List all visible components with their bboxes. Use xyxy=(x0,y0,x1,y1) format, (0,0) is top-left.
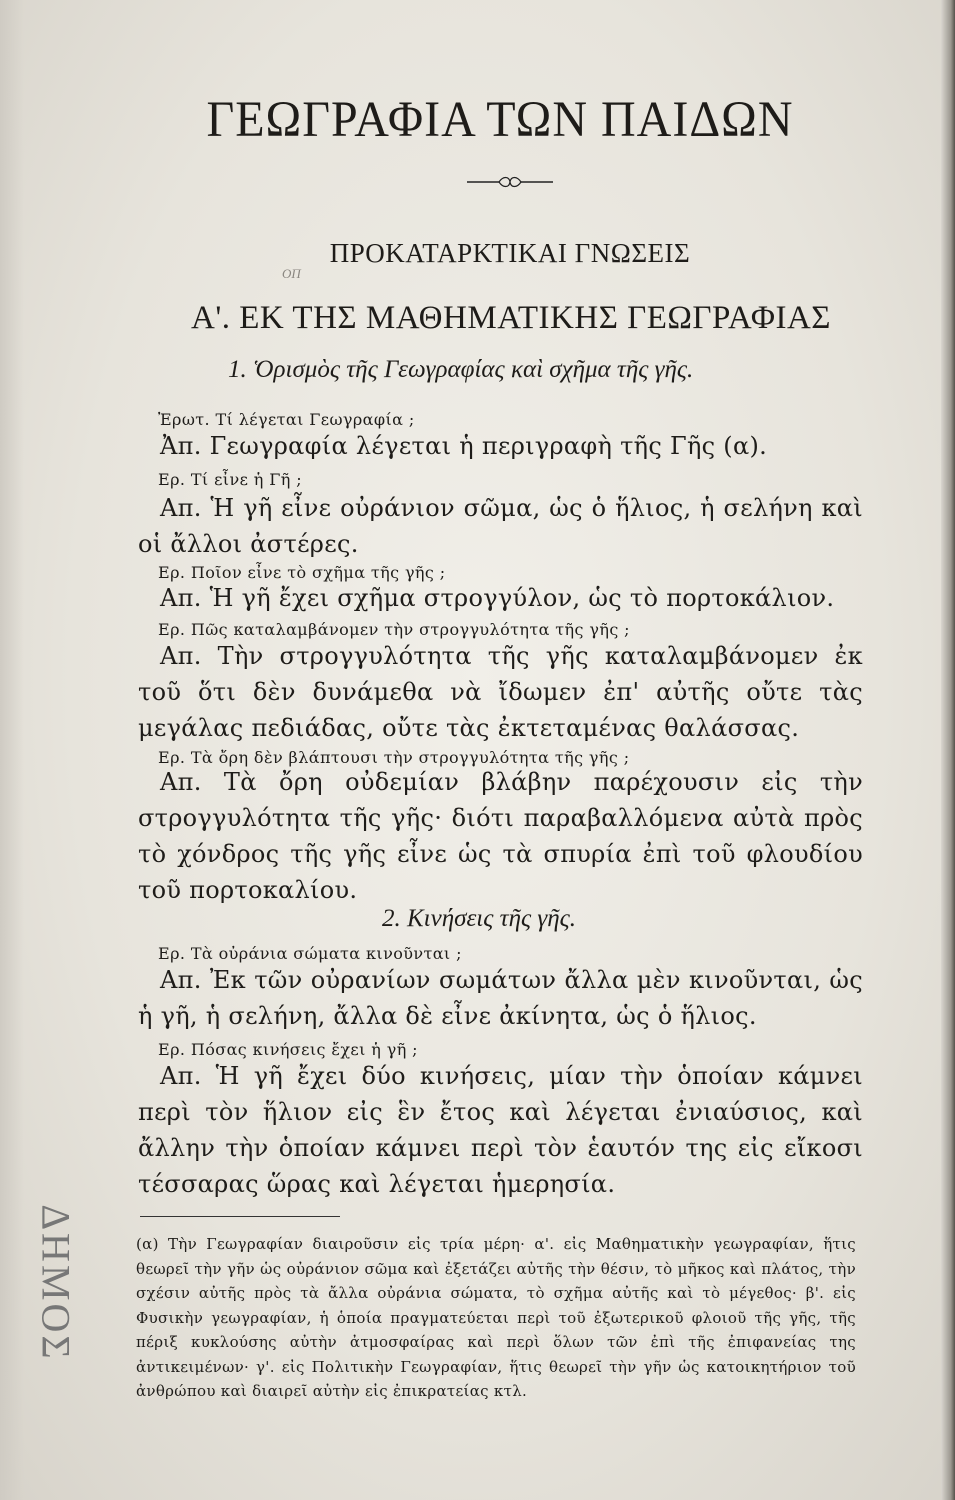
library-stamp xyxy=(26,1138,86,1428)
question-4: Ερ. Πῶς καταλαμβάνομεν τὴν στρογγυλότητα τῆς γῆς ; xyxy=(158,620,630,639)
section-heading: Α'. ΕΚ ΤΗΣ ΜΑΘΗΜΑΤΙΚΗΣ ΓΕΩΓΡΑΦΙΑΣ xyxy=(191,300,831,336)
question-3: Ερ. Ποῖον εἶνε τὸ σχῆμα τῆς γῆς ; xyxy=(158,563,446,582)
footnote: (α) Τὴν Γεωγραφίαν διαιροῦσιν εἰς τρία μέρη· α'. εἰς Μαθηματικὴν γεωγραφίαν, ἥτις θεωρεῖ τὴν γῆν ὡς οὐράνιον σῶμα καὶ ἐξετάζει αὐτῆς τὴν θέσιν, τὸ μῆκος καὶ πλάτος, τὴν σχέσιν αὐτῆς πρὸς τὰ ἄλλα οὐράνια σώματα, τὸ σχῆμα αὐτῆς καὶ τὸ μέγεθος· β'. εἰς Φυσικὴν γεωγραφίαν, ἡ ὁποία πραγματεύεται περὶ τοῦ ἐξωτερικοῦ φλοιοῦ τῆς γῆς, τῆς πέριξ κυκλούσης αὐτὴν ἀτμοσφαίρας καὶ περὶ ὅλων τῶν ἐπὶ τῆς ἐπιφανείας της ἀντικειμένων· γ'. εἰς Πολιτικὴν Γεωγραφίαν, ἥτις θεωρεῖ τὴν γῆν ὡς κατοικητήριον τοῦ ἀνθρώπου καὶ διαιρεῖ αὐτὴν εἰς ἐπικρατείας κτλ. xyxy=(136,1235,856,1400)
answer-7 xyxy=(138,1058,863,1202)
answer-6 xyxy=(138,962,863,1034)
question-5: Ερ. Τὰ ὄρη δὲν βλάπτουσι τὴν στρογγυλότητα τῆς γῆς ; xyxy=(158,748,630,767)
answer-text: Απ. Ἡ γῆ ἔχει δύο κινήσεις, μίαν τὴν ὁποίαν κάμνει περὶ τὸν ἥλιον εἰς ἓν ἔτος καὶ λέγεται ἐνιαύσιος, καὶ ἄλλην τὴν ὁποίαν κάμνει περὶ τὸν ἑαυτόν της εἰς εἴκοσι τέσσαρας ὥρας καὶ λέγεται ἡμερησία. xyxy=(138,1062,863,1198)
answer-1 xyxy=(138,428,863,464)
answer-2 xyxy=(138,490,863,562)
page-shadow-left xyxy=(0,0,24,1500)
page-shadow-right xyxy=(941,0,955,1500)
page-title: ΓΕΩΓΡΑΦΙΑ ΤΩΝ ΠΑΙΔΩΝ xyxy=(206,91,794,148)
footnote-rule xyxy=(140,1216,340,1217)
question-1: Ἐρωτ. Τί λέγεται Γεωγραφία ; xyxy=(158,410,415,429)
answer-text: Απ. Τὴν στρογγυλότητα τῆς γῆς καταλαμβάνομεν ἐκ τοῦ ὅτι δὲν δυνάμεθα νὰ ἴδωμεν ἐπ' αὐτῆς οὔτε τὰς μεγάλας πεδιάδας, οὔτε τὰς ἐκτεταμένας θαλάσσας. xyxy=(138,642,863,742)
answer-text: Απ. Ἐκ τῶν οὐρανίων σωμάτων ἄλλα μὲν κινοῦνται, ὡς ἡ γῆ, ἡ σελήνη, ἄλλα δὲ εἶνε ἀκίνητα, ὡς ὁ ἥλιος. xyxy=(138,966,863,1030)
subtitle: ΠΡΟΚΑΤΑΡΚΤΙΚΑΙ ΓΝΩΣΕΙΣ xyxy=(329,238,691,268)
answer-5 xyxy=(138,764,863,908)
answer-text: Απ. Ἡ γῆ ἔχει σχῆμα στρογγύλον, ὡς τὸ πορτοκάλιον. xyxy=(160,584,835,612)
answer-text: Ἀπ. Γεωγραφία λέγεται ἡ περιγραφὴ τῆς Γῆς (α). xyxy=(160,432,768,460)
question-7: Ερ. Πόσας κινήσεις ἔχει ἡ γῆ ; xyxy=(158,1040,418,1059)
question-6: Ερ. Τὰ οὐράνια σώματα κινοῦνται ; xyxy=(158,944,462,963)
question-2: Ερ. Τί εἶνε ἡ Γῆ ; xyxy=(158,470,302,489)
answer-4 xyxy=(138,638,863,746)
stamp-text: ΔΗΜΟΣ xyxy=(33,1204,79,1362)
answer-text: Απ. Τὰ ὄρη οὐδεμίαν βλάβην παρέχουσιν εἰς τὴν στρογγυλότητα τῆς γῆς· διότι παραβαλλόμενα αὐτὰ πρὸς τὸ χόνδρος τῆς γῆς εἶνε ὡς τὰ σπυρία ἐπὶ τοῦ φλουδίου τοῦ πορτοκαλίου. xyxy=(138,768,863,904)
ornament-divider xyxy=(465,175,555,189)
answer-3 xyxy=(138,580,863,616)
topic-heading-1: 1. Ὁρισμὸς τῆς Γεωγραφίας καὶ σχῆμα τῆς γῆς. xyxy=(228,356,694,383)
answer-text: Απ. Ἡ γῆ εἶνε οὐράνιον σῶμα, ὡς ὁ ἥλιος, ἡ σελήνη καὶ οἱ ἄλλοι ἀστέρες. xyxy=(138,494,863,558)
margin-note: ΟΠ xyxy=(282,266,301,281)
topic-heading-2: 2. Κινήσεις τῆς γῆς. xyxy=(382,905,577,932)
